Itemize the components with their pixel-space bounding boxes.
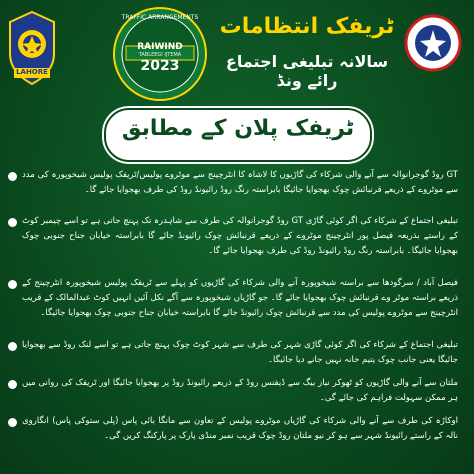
instructions-list — [6, 168, 468, 468]
instruction-text: تبلیغی اجتماع کے شرکاء کی اگر کوئی گاڑی شہر کی طرف سے شہر کوٹ چوک پہنچ جاتی ہے تو اسے لنک روڈ سے بھجوایا جائیگا یعنی جانب چوک یتیم خانہ نہیں جانے دیا جائیگا۔ — [22, 340, 458, 365]
bullet-icon — [8, 380, 17, 389]
instruction-text: تبلیغی اجتماع کے شرکاء کی اگر کوئی گاڑی GT روڈ گوجرانوالہ کی طرف سے شاہدرہ تک پہنچ جاتی ہے تو اسے چیمبر کوٹ کے راستے بذریعہ فیصل پور انٹرچینج موٹروے کے ذریعے قرنبائش چوک رائیونڈ جائے گا بابراستہ خیابان جناح جنوبی چوک بھجوایا جائیگا۔ بابراستہ رنگ روڈ رائیونڈ روڈ کی طرف بھجوایا جائے گا۔ — [22, 216, 458, 256]
lahore-traffic-police-logo — [6, 10, 58, 88]
seal-sub-text: TABLEEGI IJTEMA — [138, 52, 182, 58]
seal-year: 2023 — [140, 58, 180, 74]
bullet-icon — [8, 280, 17, 289]
bullet-icon — [8, 342, 17, 351]
plan-banner-text: ٹریفک پلان کے مطابق — [121, 116, 355, 141]
page-title: ٹریفک انتظامات — [219, 14, 395, 39]
seal-top-text: TRAFFIC ARRANGEMENTS — [121, 14, 199, 21]
header — [0, 0, 474, 100]
instruction-text: اوکاڑہ کی طرف سے آنے والی شرکاء کی گاڑیاں موٹروے پولیس کے تعاون سے مانگا بائی پاس (پلی ستوکی پاس) انگاروی نالہ کے راستے رائیونڈ شہر سے ہو کر نیو ملتان روڈ چوک قریب نمبر منڈی پارک پر پارکنگ کریں گی۔ — [22, 416, 458, 441]
bullet-icon — [8, 172, 17, 181]
punjab-police-logo — [404, 14, 462, 72]
instruction-text: GT روڈ گوجرانوالہ سے آنے والی شرکاء کی گاڑیوں کا لاشاہ کا انٹرچینج سے موٹروے پولیس/ٹریفک پولیس شیخوپورہ کی مدد سے موٹروے کے ذریعے قرنبائش چوک بھجوایا جائیگا بابراستہ رنگ روڈ رائیونڈ روڈ کی طرف بھجوایا جائے گا۔ — [22, 170, 458, 195]
page-subtitle: سالانہ تبلیغی اجتماع رائے ونڈ — [225, 52, 389, 90]
bullet-icon — [8, 218, 17, 227]
seal-main-text: RAIWIND — [137, 42, 183, 52]
bullet-icon — [8, 418, 17, 427]
lahore-label: LAHORE — [16, 68, 48, 76]
instruction-text: فیصل آباد / سرگودھا سے براستہ شیخوپورہ آنے والی شرکاء کی گاڑیوں کو پہلے سے ٹریفک پولیس شیخوپورہ انٹرچینج کے ذریعے براستہ موٹر وے قرنبائش چوک بھجوایا جائے گا۔ جو گاڑیاں شیخوپورہ سے آگے نکل آئیں انہیں کوٹ عبدالمالک کے قریب انٹرچینج سے موٹروے پولیس کی مدد سے قرنبائش چوک رائیونڈ جائے گا بابراستہ خیابان جناح جنوبی چوک بھجوایا جائیگا۔ — [22, 278, 458, 318]
instruction-text: ملتان سے آنے والی گاڑیوں کو ٹھوکر نیاز بیگ سے ڈیفنس روڈ کے ذریعے رائیونڈ روڈ پر بھجوایا جائیگا اور ٹریفک کی روانی میں ہر ممکن سہولت فراہم کی جائے گی۔ — [22, 378, 458, 403]
